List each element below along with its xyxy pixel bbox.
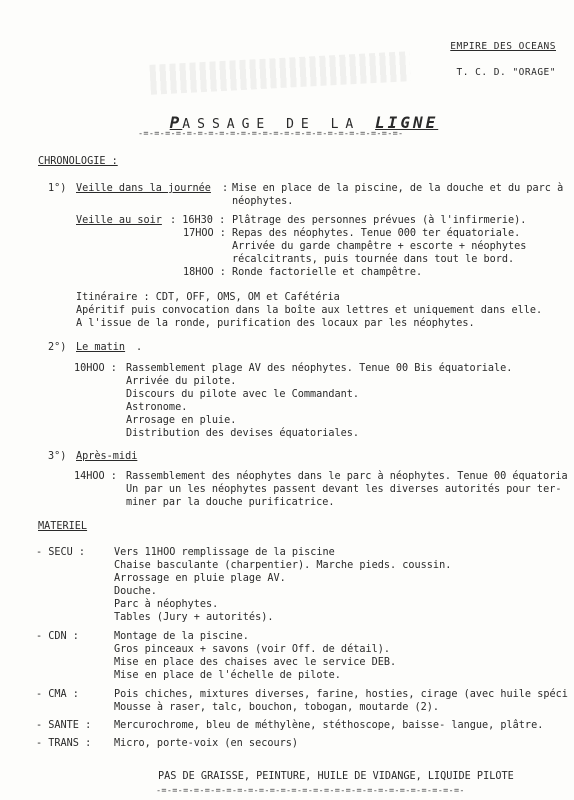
org-line1: EMPIRE DES OCEANS [450,41,556,52]
section-2-line: Arrosage en pluie. [126,415,237,426]
section-1-label: Veille dans la journée [76,183,211,194]
secu-line: Douche. [114,586,157,597]
section-1-number: 1°) [48,183,67,194]
title-initial: P [169,113,183,132]
footer-rule: -=-=-=-=-=-=-=-=-=-=-=-=-=-=-=-=-=-=-=-=-=-=-=-=-=-=-=-=- [156,786,465,796]
cdn-line: Mise en place de l'échelle de pilote. [114,670,341,681]
secu-line: Chaise basculante (charpentier). Marche pieds. coussin. [114,560,452,571]
cdn-line: Gros pinceaux + savons (voir Off. de détail). [114,644,391,655]
section-1-text1: Mise en place de la piscine, de la douche et du parc à [232,183,564,194]
footer-warning: PAS DE GRAISSE, PEINTURE, HUILE DE VIDANGE, LIQUIDE PILOTE [158,771,514,782]
cma-line: Pois chiches, mixtures diverses, farine, hosties, cirage (avec huile spéci [114,689,568,700]
purification-line: A l'issue de la ronde, purification des locaux par les néophytes. [76,318,475,329]
aperitif-line: Apéritif puis convocation dans la boîte aux lettres et uniquement dans elle. [76,305,543,316]
veille-text-2: Repas des néophytes. Tenue 000 ter équatoriale. [232,228,521,239]
section-3-label: Après-midi [76,451,138,462]
trans-label: - TRANS : [36,738,92,749]
section-3-text2: Un par un les néophytes passent devant les diverses autorités pour ter- [126,484,562,495]
section-3-time: 14HOO : [74,471,117,482]
section-1-text2: néophytes. [232,196,294,207]
materiel-heading: MATERIEL [38,521,88,532]
section-2-dot: . [136,342,143,353]
veille-time-3: 18HOO : [183,267,226,278]
veille-time-2: 17HOO : [183,228,226,239]
section-2-line: Distribution des devises équatoriales. [126,428,360,439]
cma-line: Mousse à raser, talc, bouchon, tobogan, moutarde (2). [114,702,440,713]
veille-soir-label: Veille au soir [76,215,162,226]
cdn-line: Montage de la piscine. [114,631,249,642]
veille-text-1: Plâtrage des personnes prévues (à l'infirmerie). [232,215,527,226]
section-2-number: 2°) [48,342,67,353]
veille-text-2c: récalcitrants, puis tournée dans tout le bord. [232,254,515,265]
title-rule: -=-=-=-=-=-=-=-=-=-=-=-=-=-=-=-=-=-=-=-=-=-=-=-=- [138,129,404,139]
section-3-text1: Rassemblement des néophytes dans le parc à néophytes. Tenue 00 équatoria [126,471,568,482]
cdn-label: - CDN : [36,631,79,642]
page-title [140,103,438,131]
veille-text-2b: Arrivée du garde champêtre + escorte + néophytes [232,241,527,252]
title-text: ASSAGE DE LA [182,117,361,132]
itineraire-line: Itinéraire : CDT, OFF, OMS, OM et Cafétéria [76,292,340,303]
section-3-text3: miner par la douche purificatrice. [126,497,335,508]
secu-label: - SECU : [36,547,86,558]
cdn-line: Mise en place des chaises avec le service DEB. [114,657,397,668]
section-2-line: Astronome. [126,402,188,413]
section-1-sep: : [222,183,229,194]
section-2-line: Discours du pilote avec le Commandant. [126,389,360,400]
ghost-smudge [149,51,410,95]
section-2-text1: Rassemblement plage AV des néophytes. Tenue 00 Bis équatoriale. [126,363,513,374]
cma-label: - CMA : [36,689,79,700]
section-2-time: 10HOO : [74,363,117,374]
title-last-word: LIGNE [375,113,439,132]
trans-text: Micro, porte-voix (en secours) [114,738,299,749]
section-2-line: Arrivée du pilote. [126,376,237,387]
secu-line: Tables (Jury + autorités). [114,612,274,623]
veille-text-3: Ronde factorielle et champêtre. [232,267,423,278]
chronologie-heading: CHRONOLOGIE : [38,156,118,167]
ship-name: T. C. D. "ORAGE" [456,67,556,78]
secu-line: Parc à néophytes. [114,599,219,610]
sante-label: - SANTE : [36,720,92,731]
section-2-label: Le matin [76,342,126,353]
secu-line: Arrossage en pluie plage AV. [114,573,286,584]
org-name [450,40,556,53]
secu-line: Vers 11HOO remplissage de la piscine [114,547,335,558]
sante-text: Mercurochrome, bleu de méthylène, stéthoscope, baisse- langue, plâtre. [114,720,544,731]
section-3-number: 3°) [48,451,67,462]
veille-time-1: : 16H30 : [170,215,226,226]
